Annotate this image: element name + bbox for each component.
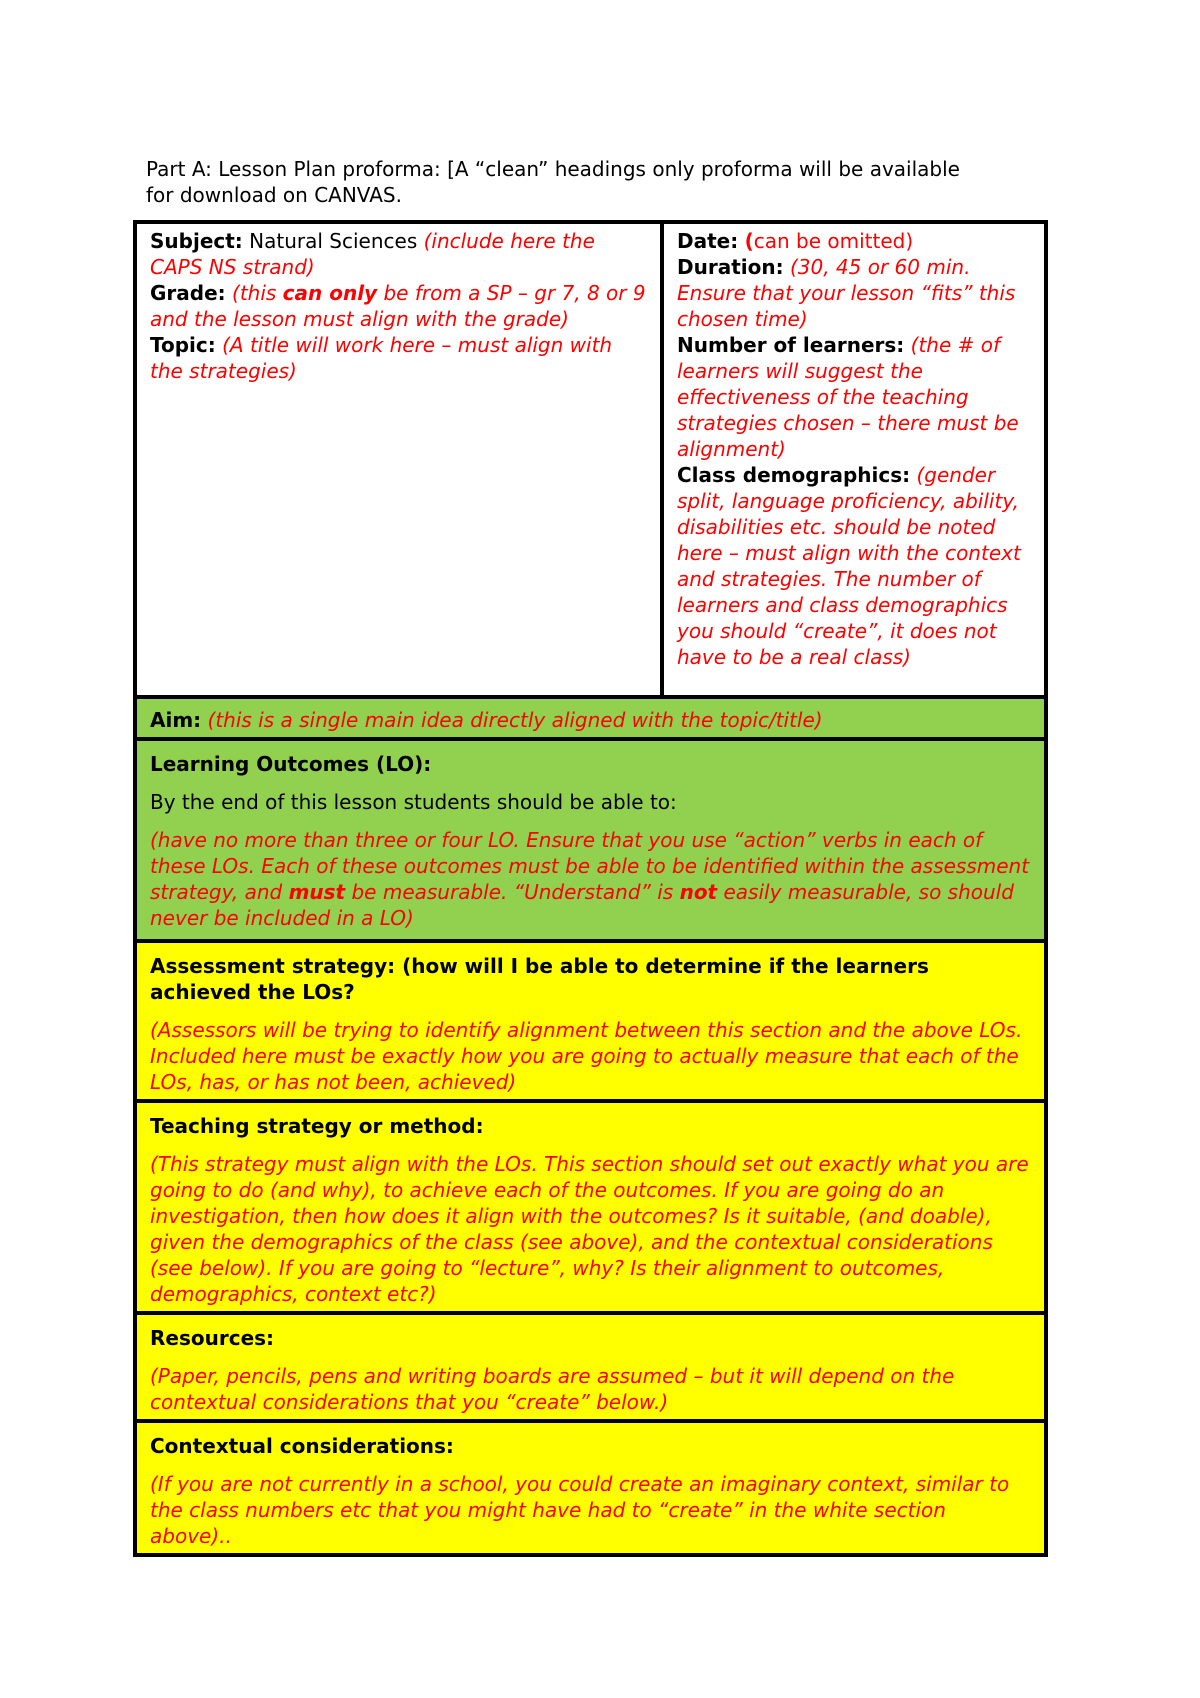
assessment-heading: Assessment strategy: (how will I be able to determine if the learners achieved the LOs? <box>150 954 929 1004</box>
aim-section <box>133 695 1048 737</box>
resources-note: (Paper, pencils, pens and writing boards are assumed – but it will depend on the contextual considerations that you “create” below.) <box>150 1364 955 1414</box>
duration-note: (30, 45 or 60 min. Ensure that your lesson “fits” this chosen time) <box>677 255 1016 331</box>
intro-line-1: Part A: Lesson Plan proforma: [A “clean” headings only proforma will be available <box>146 157 960 181</box>
lo-heading: Learning Outcomes (LO): <box>150 752 432 776</box>
topic-line <box>150 332 647 384</box>
lo-note-must: must <box>288 880 346 904</box>
grade-line <box>150 280 647 332</box>
grade-note-emphasis: can only <box>282 281 378 305</box>
assessment-section <box>133 939 1048 1099</box>
date-line <box>677 228 1031 254</box>
date-label: Date: <box>677 229 739 253</box>
lo-note <box>150 827 1031 931</box>
subject-value: Natural Sciences <box>249 229 418 253</box>
learners-note: (the # of learners will suggest the effectiveness of the teaching strategies chosen – there must be alignment) <box>677 333 1019 461</box>
demographics-label: Class demographics: <box>677 463 911 487</box>
topic-note: (A title will work here – must align with the strategies) <box>150 333 613 383</box>
lo-note-a: (have no more than three or four LO. Ensure that you use “action” verbs in each of these LOs. Each of these outcomes must be able to be identified within the assessment strategy, and <box>150 828 1030 904</box>
lo-note-b: be measurable. “Understand” is <box>351 880 674 904</box>
teaching-section <box>133 1099 1048 1311</box>
details-row <box>133 220 1048 695</box>
intro-text <box>146 156 1076 208</box>
lo-note-not: not <box>679 880 718 904</box>
lesson-plan-table <box>133 220 1048 1557</box>
teaching-heading: Teaching strategy or method: <box>150 1114 484 1138</box>
contextual-heading: Contextual considerations: <box>150 1434 454 1458</box>
learners-line <box>677 332 1031 462</box>
duration-line <box>677 254 1031 332</box>
learning-outcomes-section <box>133 737 1048 939</box>
details-left-cell <box>137 224 664 695</box>
contextual-section <box>133 1419 1048 1557</box>
lo-note-c: easily measurable, so should never be included in a LO) <box>150 880 1014 930</box>
date-note-open: ( <box>744 229 754 253</box>
demographics-note: (gender split, language proficiency, ability, disabilities etc. should be noted here – must align with the context and strategies. The number of learners and class demographics you should “create”, it does not have to be a real class) <box>677 463 1021 669</box>
learners-label: Number of learners: <box>677 333 905 357</box>
grade-label: Grade: <box>150 281 226 305</box>
grade-note-c: be from a SP – gr 7, 8 or 9 and the lesson must align with the grade) <box>150 281 646 331</box>
subject-line <box>150 228 647 280</box>
subject-label: Subject: <box>150 229 243 253</box>
aim-note: (this is a single main idea directly aligned with the topic/title) <box>207 708 823 732</box>
demographics-line <box>677 462 1031 670</box>
teaching-note: (This strategy must align with the LOs. This section should set out exactly what you are going to do (and why), to achieve each of the outcomes. If you are going do an investigation, then how does it align with the outcomes? Is it suitable, (and doable), given the demographics of the class (see above), and the contextual considerations (see below). If you are going to “lecture”, why? Is their alignment to outcomes, demographics, context etc?) <box>150 1152 1029 1306</box>
resources-section <box>133 1311 1048 1419</box>
assessment-note: (Assessors will be trying to identify alignment between this section and the above LOs. Included here must be exactly how you are going to actually measure that each of the LOs, has, or has not been, achieved) <box>150 1018 1023 1094</box>
aim-label: Aim: <box>150 708 202 732</box>
details-right-cell <box>664 224 1044 695</box>
intro-line-2: for download on CANVAS. <box>146 183 402 207</box>
resources-heading: Resources: <box>150 1326 275 1350</box>
subject-note: (include here the CAPS NS strand) <box>150 229 595 279</box>
topic-label: Topic: <box>150 333 216 357</box>
grade-note-a: (this <box>232 281 277 305</box>
lo-intro: By the end of this lesson students should be able to: <box>150 790 677 814</box>
duration-label: Duration: <box>677 255 784 279</box>
contextual-note: (If you are not currently in a school, you could create an imaginary context, similar to the class numbers etc that you might have had to “create” in the white section above).. <box>150 1472 1010 1548</box>
date-note: can be omitted) <box>753 229 914 253</box>
